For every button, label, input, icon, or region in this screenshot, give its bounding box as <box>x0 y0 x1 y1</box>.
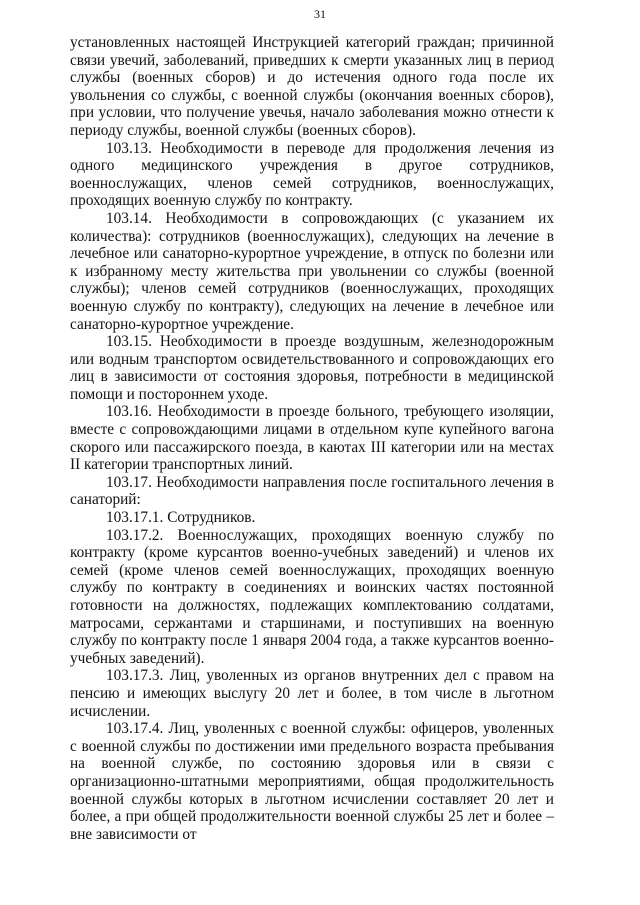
paragraph-103-14: 103.14. Необходимости в сопровождающих (с указанием их количества): сотрудников (военнослужащих), следующих на лечение в лечебное или санаторно-курортное учреждение, в отпуск по болезни или к избранному месту жительства при увольнении со службы (военной службы); членов семей сотрудников (военнослужащих, проходящих военную службу по контракту), следующих на лечение в лечебное или санаторно-курортное учреждение. <box>70 209 554 333</box>
paragraph-103-15: 103.15. Необходимости в проезде воздушным, железнодорожным или водным транспортом освидетельствованного и сопровождающих его лиц в зависимости от состояния здоровья, потребности в медицинской помощи и постороннем уходе. <box>70 333 554 403</box>
paragraph-103-17: 103.17. Необходимости направления после госпитального лечения в санаторий: <box>70 473 554 509</box>
paragraph-continuation: установленных настоящей Инструкцией категорий граждан; причинной связи увечий, заболеваний, приведших к смерти указанных лиц в период службы (военных сборов) и до истечения одного года после их увольнения со службы, с военной службы (окончания военных сборов), при условии, что получение увечья, начало заболевания можно отнести к периоду службы, военной службы (военных сборов). <box>70 34 554 139</box>
paragraph-103-16: 103.16. Необходимости в проезде больного, требующего изоляции, вместе с сопровождающими лицами в отдельном купе купейного вагона скорого или пассажирского поезда, в каютах III категории или на местах II категории транспортных линий. <box>70 403 554 474</box>
paragraph-103-13: 103.13. Необходимости в переводе для продолжения лечения из одного медицинского учреждения в другое сотрудников, военнослужащих, членов семей сотрудников, военнослужащих, проходящих военную службу по контракту. <box>70 139 554 210</box>
paragraph-103-17-4: 103.17.4. Лиц, уволенных с военной службы: офицеров, уволенных с военной службы по достижении ими предельного возраста пребывания на военной службе, по состоянию здоровья или в связи с организационно-штатными мероприятиями, общая продолжительность военной службы которых в льготном исчислении составляет 20 лет и более, а при общей продолжительности военной службы 25 лет и более – вне зависимости от <box>70 720 554 843</box>
document-body <box>70 34 554 843</box>
page-number: 31 <box>314 7 326 21</box>
paragraph-103-17-1: 103.17.1. Сотрудников. <box>106 509 256 527</box>
paragraph-103-17-3: 103.17.3. Лиц, уволенных из органов внутренних дел с правом на пенсию и имеющих выслугу 20 лет и более, в том числе в льготном исчислении. <box>70 667 554 720</box>
paragraph-103-17-2: 103.17.2. Военнослужащих, проходящих военную службу по контракту (кроме курсантов военно-учебных заведений) и членов их семей (кроме членов семей военнослужащих, проходящих военную службу по контракту в соединениях и воинских частях постоянной готовности на должностях, подлежащих комплектованию солдатами, матросами, сержантами и старшинами, и поступивших на военную службу по контракту после 1 января 2004 года, а также курсантов военно-учебных заведений). <box>70 526 554 667</box>
